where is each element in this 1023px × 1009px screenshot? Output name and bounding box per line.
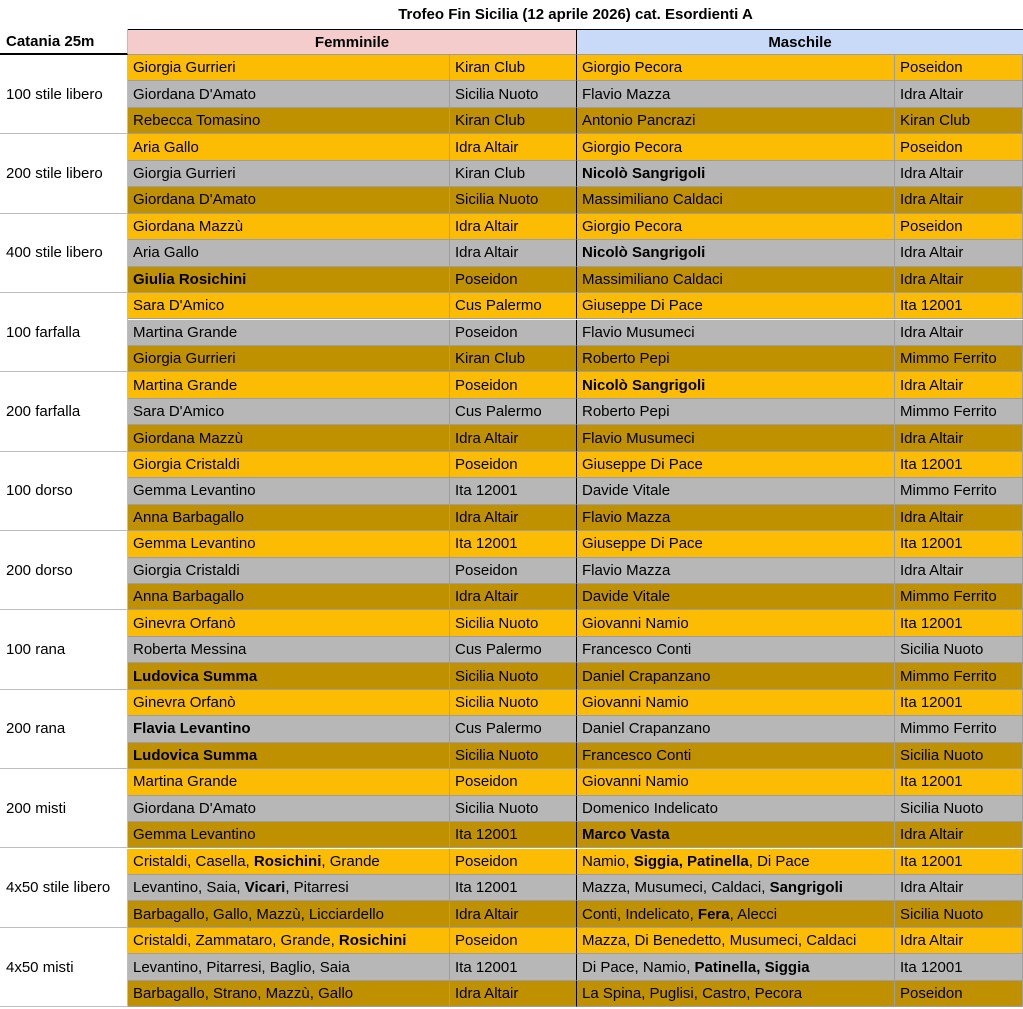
name-segment: Siggia, Patinella xyxy=(633,852,749,870)
female-athlete-cell xyxy=(128,637,450,663)
female-club-cell: Poseidon xyxy=(450,769,577,795)
female-athlete-cell xyxy=(128,425,450,451)
name-segment: Anna Barbagallo xyxy=(133,588,244,606)
male-athlete-cell xyxy=(577,954,895,980)
male-athlete-cell xyxy=(577,716,895,742)
name-segment: Massimiliano Caldaci xyxy=(582,270,723,288)
name-segment: Ginevra Orfanò xyxy=(133,614,236,632)
name-segment: Cristaldi, Zammataro, Grande, xyxy=(133,932,339,950)
event-name-cell: 100 farfalla xyxy=(0,293,128,372)
female-athlete-cell xyxy=(128,187,450,213)
female-club-cell: Sicilia Nuoto xyxy=(450,610,577,636)
male-club-cell: Idra Altair xyxy=(895,505,1023,531)
name-segment: Roberto Pepi xyxy=(582,350,670,368)
female-athlete-cell xyxy=(128,558,450,584)
name-segment: Martina Grande xyxy=(133,323,238,341)
male-club-cell: Sicilia Nuoto xyxy=(895,901,1023,927)
male-athlete-cell xyxy=(577,267,895,293)
female-header: Femminile xyxy=(128,29,577,55)
event-name-cell: 200 misti xyxy=(0,769,128,848)
name-segment: Ginevra Orfanò xyxy=(133,694,236,712)
name-segment: Flavia Levantino xyxy=(133,720,251,738)
name-segment: Giorgia Cristaldi xyxy=(133,561,240,579)
name-segment: Domenico Indelicato xyxy=(582,799,718,817)
female-club-cell: Cus Palermo xyxy=(450,716,577,742)
event-name-cell: 100 stile libero xyxy=(0,55,128,134)
name-segment: , Grande xyxy=(321,852,380,870)
female-athlete-cell xyxy=(128,161,450,187)
male-athlete-cell xyxy=(577,849,895,875)
female-athlete-cell xyxy=(128,108,450,134)
male-athlete-cell xyxy=(577,822,895,848)
male-athlete-cell xyxy=(577,240,895,266)
female-club-cell: Sicilia Nuoto xyxy=(450,690,577,716)
name-segment: Davide Vitale xyxy=(582,482,671,500)
name-segment: Davide Vitale xyxy=(582,588,671,606)
male-club-cell: Kiran Club xyxy=(895,108,1023,134)
name-segment: Sara D'Amico xyxy=(133,403,225,421)
female-club-cell: Idra Altair xyxy=(450,505,577,531)
female-club-cell: Poseidon xyxy=(450,452,577,478)
female-athlete-cell xyxy=(128,716,450,742)
name-segment: Flavio Mazza xyxy=(582,85,671,103)
female-athlete-cell xyxy=(128,584,450,610)
male-club-cell: Idra Altair xyxy=(895,372,1023,398)
female-athlete-cell xyxy=(128,452,450,478)
female-athlete-cell xyxy=(128,954,450,980)
name-segment: , Alecci xyxy=(729,905,778,923)
female-club-cell: Poseidon xyxy=(450,849,577,875)
female-athlete-cell xyxy=(128,928,450,954)
male-athlete-cell xyxy=(577,108,895,134)
event-name-cell: 100 rana xyxy=(0,610,128,689)
male-club-cell: Idra Altair xyxy=(895,822,1023,848)
name-segment: Mazza, Di Benedetto, Musumeci, Caldaci xyxy=(582,932,857,950)
name-segment: Daniel Crapanzano xyxy=(582,667,711,685)
male-club-cell: Idra Altair xyxy=(895,187,1023,213)
name-segment: Francesco Conti xyxy=(582,746,692,764)
name-segment: Flavio Mazza xyxy=(582,561,671,579)
female-club-cell: Idra Altair xyxy=(450,240,577,266)
name-segment: Flavio Mazza xyxy=(582,508,671,526)
female-athlete-cell xyxy=(128,81,450,107)
name-segment: Flavio Musumeci xyxy=(582,429,695,447)
female-athlete-cell xyxy=(128,822,450,848)
name-segment: Giorgio Pecora xyxy=(582,59,683,77)
name-segment: Levantino, Pitarresi, Baglio, Saia xyxy=(133,958,350,976)
female-club-cell: Sicilia Nuoto xyxy=(450,81,577,107)
female-club-cell: Idra Altair xyxy=(450,584,577,610)
male-athlete-cell xyxy=(577,981,895,1007)
name-segment: Giordana Mazzù xyxy=(133,217,244,235)
female-club-cell: Kiran Club xyxy=(450,346,577,372)
name-segment: Giovanni Namio xyxy=(582,694,689,712)
name-segment: Giuseppe Di Pace xyxy=(582,297,703,315)
name-segment: Ludovica Summa xyxy=(133,667,258,685)
male-club-cell: Idra Altair xyxy=(895,81,1023,107)
name-segment: Rebecca Tomasino xyxy=(133,112,261,130)
name-segment: Giorgia Gurrieri xyxy=(133,165,236,183)
female-athlete-cell xyxy=(128,320,450,346)
female-club-cell: Ita 12001 xyxy=(450,478,577,504)
female-athlete-cell xyxy=(128,399,450,425)
name-segment: Giorgia Gurrieri xyxy=(133,350,236,368)
female-athlete-cell xyxy=(128,293,450,319)
name-segment: Giordana D'Amato xyxy=(133,799,256,817)
female-athlete-cell xyxy=(128,505,450,531)
name-segment: Conti, Indelicato, xyxy=(582,905,698,923)
name-segment: Aria Gallo xyxy=(133,138,199,156)
name-segment: Roberta Messina xyxy=(133,641,247,659)
female-club-cell: Kiran Club xyxy=(450,108,577,134)
female-club-cell: Poseidon xyxy=(450,928,577,954)
event-name-cell: 200 stile libero xyxy=(0,134,128,213)
male-athlete-cell xyxy=(577,55,895,81)
event-name-cell: 200 dorso xyxy=(0,531,128,610)
female-club-cell: Kiran Club xyxy=(450,55,577,81)
male-athlete-cell xyxy=(577,187,895,213)
male-club-cell: Ita 12001 xyxy=(895,293,1023,319)
name-segment: Giuseppe Di Pace xyxy=(582,455,703,473)
name-segment: Giordana D'Amato xyxy=(133,85,256,103)
male-athlete-cell xyxy=(577,690,895,716)
male-club-cell: Mimmo Ferrito xyxy=(895,663,1023,689)
female-athlete-cell xyxy=(128,240,450,266)
female-club-cell: Poseidon xyxy=(450,558,577,584)
male-club-cell: Ita 12001 xyxy=(895,531,1023,557)
name-segment: Martina Grande xyxy=(133,773,238,791)
female-club-cell: Ita 12001 xyxy=(450,822,577,848)
male-athlete-cell xyxy=(577,372,895,398)
name-segment: , Pitarresi xyxy=(285,879,349,897)
male-athlete-cell xyxy=(577,505,895,531)
female-club-cell: Kiran Club xyxy=(450,161,577,187)
female-athlete-cell xyxy=(128,267,450,293)
male-athlete-cell xyxy=(577,161,895,187)
event-name-cell: 4x50 stile libero xyxy=(0,849,128,928)
male-club-cell: Ita 12001 xyxy=(895,690,1023,716)
name-segment: Massimiliano Caldaci xyxy=(582,191,723,209)
name-segment: Giuseppe Di Pace xyxy=(582,535,703,553)
name-segment: La Spina, Puglisi, Castro, Pecora xyxy=(582,984,803,1002)
female-club-cell: Cus Palermo xyxy=(450,637,577,663)
male-club-cell: Ita 12001 xyxy=(895,954,1023,980)
male-athlete-cell xyxy=(577,663,895,689)
name-segment: Barbagallo, Strano, Mazzù, Gallo xyxy=(133,984,354,1002)
male-club-cell: Idra Altair xyxy=(895,267,1023,293)
male-athlete-cell xyxy=(577,901,895,927)
male-athlete-cell xyxy=(577,558,895,584)
female-athlete-cell xyxy=(128,849,450,875)
name-segment: Rosichini xyxy=(253,852,322,870)
male-club-cell: Ita 12001 xyxy=(895,452,1023,478)
female-club-cell: Poseidon xyxy=(450,267,577,293)
name-segment: Gemma Levantino xyxy=(133,482,256,500)
male-club-cell: Mimmo Ferrito xyxy=(895,478,1023,504)
name-segment: Levantino, Saia, xyxy=(133,879,245,897)
female-club-cell: Cus Palermo xyxy=(450,399,577,425)
female-club-cell: Idra Altair xyxy=(450,981,577,1007)
name-segment: Patinella, Siggia xyxy=(694,958,810,976)
male-athlete-cell xyxy=(577,320,895,346)
male-club-cell: Poseidon xyxy=(895,134,1023,160)
male-athlete-cell xyxy=(577,452,895,478)
female-athlete-cell xyxy=(128,214,450,240)
event-name-cell: 200 rana xyxy=(0,690,128,769)
venue-label: Catania 25m xyxy=(0,29,128,55)
male-athlete-cell xyxy=(577,293,895,319)
name-segment: Giovanni Namio xyxy=(582,773,689,791)
name-segment: Giorgia Cristaldi xyxy=(133,455,240,473)
male-athlete-cell xyxy=(577,875,895,901)
name-segment: Martina Grande xyxy=(133,376,238,394)
name-segment: Nicolò Sangrigoli xyxy=(582,376,706,394)
female-athlete-cell xyxy=(128,769,450,795)
name-segment: Gemma Levantino xyxy=(133,826,256,844)
male-club-cell: Sicilia Nuoto xyxy=(895,796,1023,822)
name-segment: Sangrigoli xyxy=(769,879,843,897)
female-club-cell: Sicilia Nuoto xyxy=(450,743,577,769)
name-segment: Giulia Rosichini xyxy=(133,270,247,288)
event-name-cell: 4x50 misti xyxy=(0,928,128,1007)
male-athlete-cell xyxy=(577,81,895,107)
name-segment: Namio, xyxy=(582,852,634,870)
male-club-cell: Poseidon xyxy=(895,214,1023,240)
male-club-cell: Idra Altair xyxy=(895,240,1023,266)
female-athlete-cell xyxy=(128,346,450,372)
female-club-cell: Idra Altair xyxy=(450,214,577,240)
name-segment: Giorgio Pecora xyxy=(582,217,683,235)
male-athlete-cell xyxy=(577,928,895,954)
male-athlete-cell xyxy=(577,214,895,240)
name-segment: Vicari xyxy=(244,879,286,897)
male-club-cell: Sicilia Nuoto xyxy=(895,743,1023,769)
male-athlete-cell xyxy=(577,346,895,372)
name-segment: Fera xyxy=(697,905,730,923)
male-athlete-cell xyxy=(577,531,895,557)
female-athlete-cell xyxy=(128,981,450,1007)
female-athlete-cell xyxy=(128,796,450,822)
male-athlete-cell xyxy=(577,425,895,451)
female-club-cell: Ita 12001 xyxy=(450,954,577,980)
name-segment: Ludovica Summa xyxy=(133,746,258,764)
male-athlete-cell xyxy=(577,637,895,663)
female-athlete-cell xyxy=(128,690,450,716)
male-athlete-cell xyxy=(577,134,895,160)
name-segment: Giordana D'Amato xyxy=(133,191,256,209)
female-club-cell: Idra Altair xyxy=(450,134,577,160)
male-club-cell: Ita 12001 xyxy=(895,849,1023,875)
male-club-cell: Idra Altair xyxy=(895,161,1023,187)
name-segment: Francesco Conti xyxy=(582,641,692,659)
male-athlete-cell xyxy=(577,584,895,610)
female-athlete-cell xyxy=(128,478,450,504)
event-name-cell: 100 dorso xyxy=(0,452,128,531)
male-club-cell: Sicilia Nuoto xyxy=(895,637,1023,663)
female-club-cell: Ita 12001 xyxy=(450,531,577,557)
female-athlete-cell xyxy=(128,134,450,160)
name-segment: Antonio Pancrazi xyxy=(582,112,696,130)
female-club-cell: Cus Palermo xyxy=(450,293,577,319)
male-club-cell: Idra Altair xyxy=(895,928,1023,954)
male-club-cell: Ita 12001 xyxy=(895,610,1023,636)
name-segment: Daniel Crapanzano xyxy=(582,720,711,738)
male-club-cell: Mimmo Ferrito xyxy=(895,584,1023,610)
name-segment: Mazza, Musumeci, Caldaci, xyxy=(582,879,770,897)
male-athlete-cell xyxy=(577,478,895,504)
name-segment: Aria Gallo xyxy=(133,244,199,262)
female-athlete-cell xyxy=(128,55,450,81)
female-athlete-cell xyxy=(128,875,450,901)
name-segment: , Di Pace xyxy=(748,852,810,870)
male-header: Maschile xyxy=(577,29,1023,55)
female-club-cell: Poseidon xyxy=(450,372,577,398)
name-segment: Marco Vasta xyxy=(582,826,670,844)
male-club-cell: Mimmo Ferrito xyxy=(895,346,1023,372)
male-athlete-cell xyxy=(577,769,895,795)
male-club-cell: Idra Altair xyxy=(895,875,1023,901)
female-athlete-cell xyxy=(128,531,450,557)
name-segment: Barbagallo, Gallo, Mazzù, Licciardello xyxy=(133,905,384,923)
name-segment: Giovanni Namio xyxy=(582,614,689,632)
female-club-cell: Idra Altair xyxy=(450,425,577,451)
female-athlete-cell xyxy=(128,901,450,927)
name-segment: Nicolò Sangrigoli xyxy=(582,165,706,183)
female-athlete-cell xyxy=(128,610,450,636)
female-club-cell: Sicilia Nuoto xyxy=(450,663,577,689)
male-club-cell: Mimmo Ferrito xyxy=(895,716,1023,742)
male-club-cell: Idra Altair xyxy=(895,558,1023,584)
name-segment: Nicolò Sangrigoli xyxy=(582,244,706,262)
male-club-cell: Poseidon xyxy=(895,55,1023,81)
male-athlete-cell xyxy=(577,796,895,822)
male-club-cell: Idra Altair xyxy=(895,425,1023,451)
male-club-cell: Mimmo Ferrito xyxy=(895,399,1023,425)
male-athlete-cell xyxy=(577,610,895,636)
female-athlete-cell xyxy=(128,372,450,398)
female-athlete-cell xyxy=(128,743,450,769)
name-segment: Gemma Levantino xyxy=(133,535,256,553)
female-club-cell: Sicilia Nuoto xyxy=(450,796,577,822)
male-club-cell: Poseidon xyxy=(895,981,1023,1007)
event-name-cell: 400 stile libero xyxy=(0,214,128,293)
male-athlete-cell xyxy=(577,743,895,769)
name-segment: Giorgio Pecora xyxy=(582,138,683,156)
event-name-cell: 200 farfalla xyxy=(0,372,128,451)
sheet-title: Trofeo Fin Sicilia (12 aprile 2026) cat. Esordienti A xyxy=(398,6,753,23)
male-club-cell: Ita 12001 xyxy=(895,769,1023,795)
female-club-cell: Ita 12001 xyxy=(450,875,577,901)
name-segment: Flavio Musumeci xyxy=(582,323,695,341)
name-segment: Giordana Mazzù xyxy=(133,429,244,447)
name-segment: Giorgia Gurrieri xyxy=(133,59,236,77)
female-club-cell: Idra Altair xyxy=(450,901,577,927)
name-segment: Cristaldi, Casella, xyxy=(133,852,254,870)
name-segment: Anna Barbagallo xyxy=(133,508,244,526)
female-athlete-cell xyxy=(128,663,450,689)
female-club-cell: Sicilia Nuoto xyxy=(450,187,577,213)
name-segment: Rosichini xyxy=(338,932,407,950)
male-athlete-cell xyxy=(577,399,895,425)
female-club-cell: Poseidon xyxy=(450,320,577,346)
name-segment: Roberto Pepi xyxy=(582,403,670,421)
male-club-cell: Idra Altair xyxy=(895,320,1023,346)
name-segment: Di Pace, Namio, xyxy=(582,958,695,976)
name-segment: Sara D'Amico xyxy=(133,297,225,315)
